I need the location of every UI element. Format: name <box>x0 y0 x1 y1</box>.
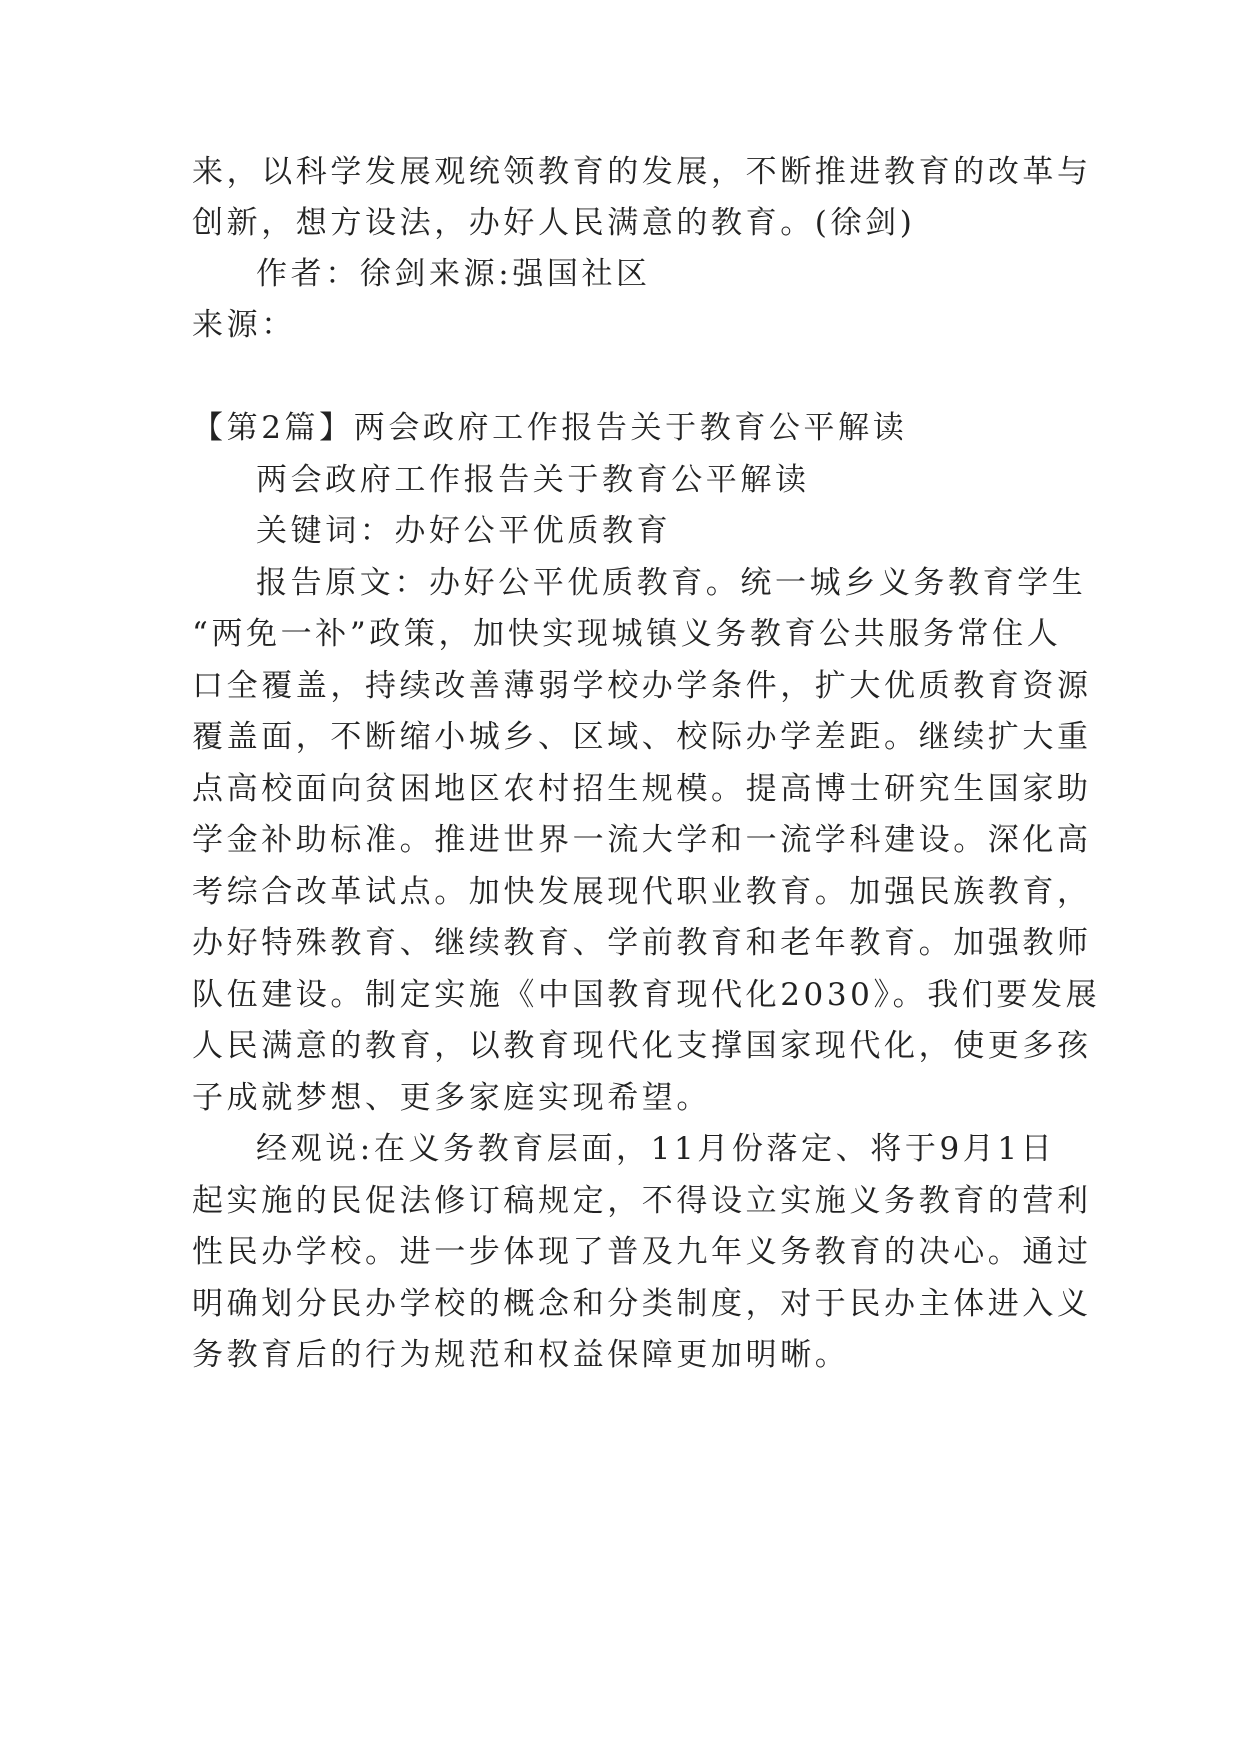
body-text-line: 创新，想方设法，办好人民满意的教育。(徐剑) <box>192 205 916 241</box>
report-paragraph-line: 点高校面向贫困地区农村招生规模。提高博士研究生国家助 <box>192 771 1092 807</box>
source-line: 来源： <box>192 307 296 343</box>
article-title: 两会政府工作报告关于教育公平解读 <box>256 462 810 498</box>
commentary-paragraph-line: 经观说:在义务教育层面，11月份落定、将于9月1日 <box>256 1131 1056 1167</box>
report-paragraph-line: 报告原文：办好公平优质教育。统一城乡义务教育学生 <box>256 565 1087 601</box>
body-text-line: 来，以科学发展观统领教育的发展，不断推进教育的改革与 <box>192 154 1092 190</box>
report-paragraph-line: “两免一补”政策，加快实现城镇义务教育公共服务常住人 <box>192 616 1062 652</box>
report-paragraph-line: 子成就梦想、更多家庭实现希望。 <box>192 1080 711 1116</box>
author-source-line: 作者：徐剑来源:强国社区 <box>256 256 651 292</box>
report-paragraph-line: 办好特殊教育、继续教育、学前教育和老年教育。加强教师 <box>192 925 1092 961</box>
commentary-paragraph-line: 务教育后的行为规范和权益保障更加明晰。 <box>192 1337 850 1373</box>
report-paragraph-line: 学金补助标准。推进世界一流大学和一流学科建设。深化高 <box>192 822 1092 858</box>
report-paragraph-line: 考综合改革试点。加快发展现代职业教育。加强民族教育， <box>192 874 1092 910</box>
commentary-paragraph-line: 起实施的民促法修订稿规定，不得设立实施义务教育的营利 <box>192 1183 1092 1219</box>
report-paragraph-line: 队伍建设。制定实施《中国教育现代化2030》。我们要发展 <box>192 977 1101 1013</box>
report-paragraph-line: 人民满意的教育，以教育现代化支撑国家现代化，使更多孩 <box>192 1028 1092 1064</box>
report-paragraph-line: 覆盖面，不断缩小城乡、区域、校际办学差距。继续扩大重 <box>192 719 1092 755</box>
commentary-paragraph-line: 明确划分民办学校的概念和分类制度，对于民办主体进入义 <box>192 1286 1092 1322</box>
report-paragraph-line: 口全覆盖，持续改善薄弱学校办学条件，扩大优质教育资源 <box>192 668 1092 704</box>
commentary-paragraph-line: 性民办学校。进一步体现了普及九年义务教育的决心。通过 <box>192 1234 1092 1270</box>
keywords-line: 关键词：办好公平优质教育 <box>256 513 672 549</box>
article-heading: 【第2篇】两会政府工作报告关于教育公平解读 <box>192 410 908 446</box>
